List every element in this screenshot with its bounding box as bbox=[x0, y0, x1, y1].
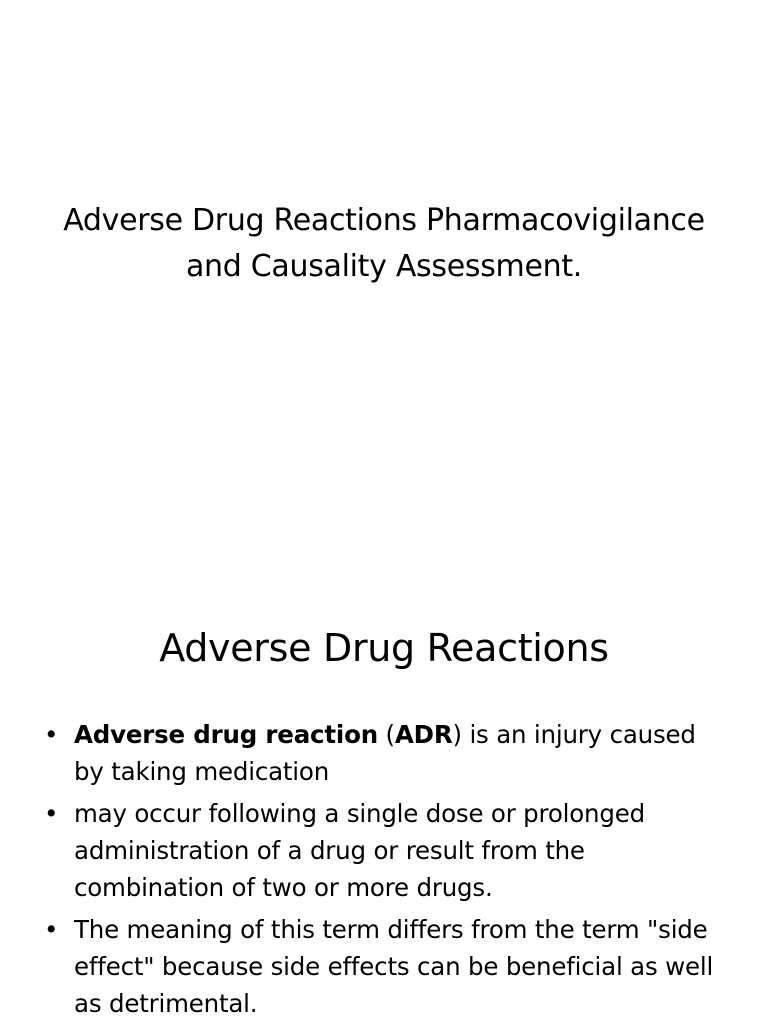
bullet-text: may occur following a single dose or prolonged administration of a drug or result from the combination of two or more drugs. bbox=[74, 799, 645, 902]
bullet-dot: • bbox=[44, 720, 59, 749]
content-slide bbox=[0, 512, 768, 1024]
paren-open: ( bbox=[377, 720, 395, 749]
slide-title: Adverse Drug Reactions bbox=[159, 626, 609, 670]
bullet-dot: • bbox=[44, 799, 59, 828]
bullet-item-adr-definition bbox=[40, 716, 730, 790]
bullet-dot: • bbox=[44, 915, 59, 944]
bold-abbreviation: ADR bbox=[394, 720, 453, 749]
bullet-text: ) is an injury caused by taking medication bbox=[74, 720, 696, 786]
bullet-item-side-effect bbox=[40, 911, 730, 1022]
bullet-text: The meaning of this term differs from the term "side effect" because side effects can be beneficial as well as detrimental. bbox=[74, 915, 714, 1018]
bullet-item-occurrence bbox=[40, 795, 730, 906]
bullet-list bbox=[40, 716, 730, 1024]
presentation-title: Adverse Drug Reactions Pharmacovigilance and Causality Assessment. bbox=[63, 203, 705, 284]
bold-term: Adverse drug reaction bbox=[74, 720, 378, 749]
